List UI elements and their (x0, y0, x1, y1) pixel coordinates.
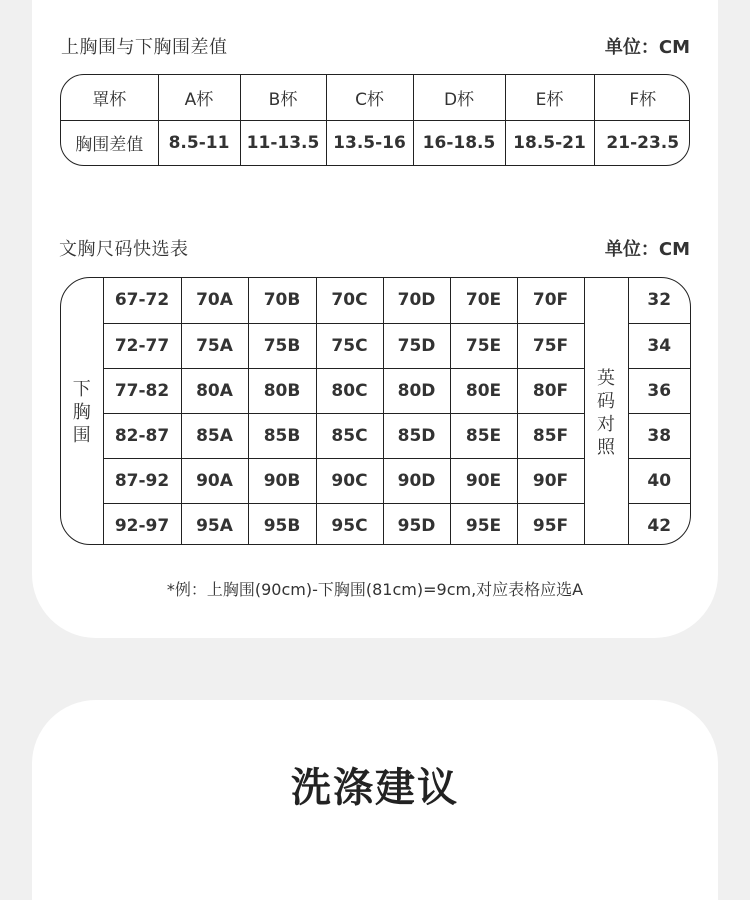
en-size-cell: 34 (628, 323, 690, 368)
size-cell: 80C (316, 368, 383, 413)
size-cell: 85E (450, 413, 517, 458)
size-cell: 75F (517, 323, 584, 368)
cup-header-cell: E杯 (505, 75, 594, 120)
cup-diff-value: 8.5-11 (158, 120, 240, 165)
en-size-cell: 42 (628, 503, 690, 545)
size-cell: 95C (316, 503, 383, 545)
size-cell: 80B (248, 368, 316, 413)
underbust-range: 87-92 (103, 458, 181, 503)
cup-diff-table (60, 74, 690, 166)
size-cell: 85D (383, 413, 450, 458)
cup-header-cell: A杯 (158, 75, 240, 120)
size-cell: 85F (517, 413, 584, 458)
size-cell: 90D (383, 458, 450, 503)
cup-diff-value: 18.5-21 (505, 120, 594, 165)
size-cell: 70A (181, 278, 248, 323)
underbust-range: 92-97 (103, 503, 181, 545)
underbust-range: 67-72 (103, 278, 181, 323)
size-cell: 90E (450, 458, 517, 503)
underbust-label: 下 胸 围 (61, 278, 103, 545)
underbust-range: 82-87 (103, 413, 181, 458)
size-chart-table (60, 277, 691, 545)
en-size-label: 英 码 对 照 (584, 278, 628, 545)
cup-header-cell: F杯 (594, 75, 690, 120)
example-note: *例：上胸围(90cm)-下胸围(81cm)=9cm,对应表格应选A (166, 580, 584, 599)
size-cell: 80D (383, 368, 450, 413)
size-cell: 90C (316, 458, 383, 503)
size-cell: 90B (248, 458, 316, 503)
size-cell: 90F (517, 458, 584, 503)
size-cell: 75E (450, 323, 517, 368)
size-cell: 75D (383, 323, 450, 368)
size-cell: 90A (181, 458, 248, 503)
size-chart-unit: 单位：CM (604, 239, 690, 260)
size-cell: 75A (181, 323, 248, 368)
wash-title: 洗涤建议 (291, 765, 459, 811)
size-cell: 80E (450, 368, 517, 413)
size-row (61, 278, 690, 323)
cup-diff-unit: 单位：CM (604, 37, 690, 58)
cup-diff-value: 21-23.5 (594, 120, 690, 165)
en-size-cell: 40 (628, 458, 690, 503)
cup-header-cell: C杯 (326, 75, 413, 120)
size-cell: 95B (248, 503, 316, 545)
size-cell: 70F (517, 278, 584, 323)
underbust-range: 72-77 (103, 323, 181, 368)
cup-header-row (61, 75, 690, 120)
cup-diff-row (61, 120, 690, 165)
size-cell: 70D (383, 278, 450, 323)
size-cell: 70E (450, 278, 517, 323)
size-cell: 80F (517, 368, 584, 413)
cup-header-cell: B杯 (240, 75, 326, 120)
underbust-range: 77-82 (103, 368, 181, 413)
cup-diff-value: 11-13.5 (240, 120, 326, 165)
size-cell: 95A (181, 503, 248, 545)
size-cell: 85A (181, 413, 248, 458)
cup-diff-title: 上胸围与下胸围差值 (61, 37, 228, 58)
size-cell: 75C (316, 323, 383, 368)
size-cell: 85C (316, 413, 383, 458)
cup-diff-value: 13.5-16 (326, 120, 413, 165)
cup-diff-label: 胸围差值 (61, 120, 158, 165)
en-size-cell: 36 (628, 368, 690, 413)
cup-header-cell: 罩杯 (61, 75, 158, 120)
size-cell: 95D (383, 503, 450, 545)
en-size-cell: 38 (628, 413, 690, 458)
size-cell: 70B (248, 278, 316, 323)
size-cell: 80A (181, 368, 248, 413)
size-chart-title: 文胸尺码快选表 (59, 239, 189, 260)
cup-header-cell: D杯 (413, 75, 505, 120)
size-cell: 95E (450, 503, 517, 545)
cup-diff-value: 16-18.5 (413, 120, 505, 165)
size-cell: 95F (517, 503, 584, 545)
size-cell: 70C (316, 278, 383, 323)
size-cell: 85B (248, 413, 316, 458)
en-size-cell: 32 (628, 278, 690, 323)
size-cell: 75B (248, 323, 316, 368)
